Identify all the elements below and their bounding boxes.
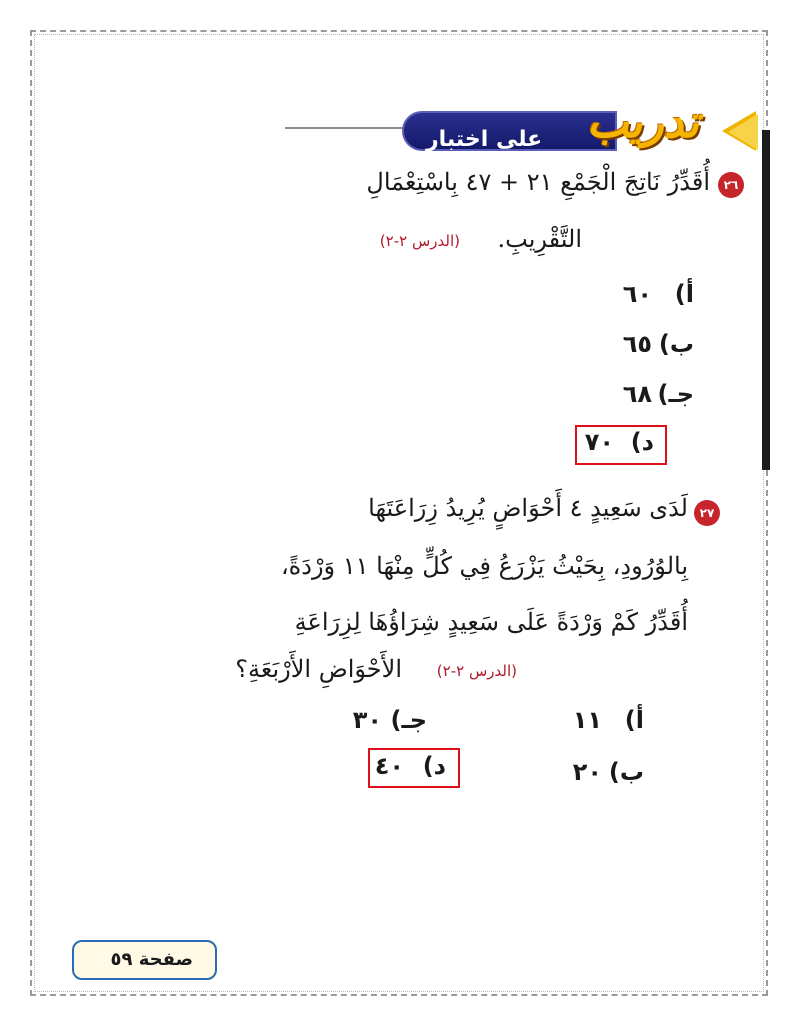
- option-label: جـ): [390, 706, 427, 734]
- option-value: ٦٠: [622, 280, 652, 308]
- option-value: ٦٥: [622, 330, 652, 358]
- option-value: ٧٠: [584, 428, 614, 456]
- question-26-line-1: أُقَدِّرُ نَاتِجَ الْجَمْعِ ٢١ + ٤٧ بِاسْتِعْمَالِ: [366, 168, 710, 196]
- page-number-label: صفحة ٥٩: [110, 949, 193, 970]
- banner-title: تدريب: [587, 97, 700, 148]
- option-label: ب): [658, 330, 694, 358]
- option-value: ٤٠: [374, 752, 404, 780]
- question-26-line-2: التَّقْرِيبِ.: [497, 225, 582, 253]
- question-27-line-2: بِالوُرُودِ، بِحَيْثُ يَزْرَعُ فِي كُلٍّ مِنْهَا ١١ وَرْدَةً،: [280, 552, 688, 580]
- question-number-badge: ٢٦: [718, 172, 744, 198]
- option-value: ٢٠: [572, 758, 602, 786]
- option-label: د): [422, 752, 446, 780]
- banner-pill: [402, 111, 617, 151]
- question-27-line-4: الأَحْوَاضِ الأَرْبَعَةِ؟: [235, 655, 402, 683]
- question-27-line-1: لَدَى سَعِيدٍ ٤ أَحْوَاضٍ يُرِيدُ زِرَاعَتَهَا: [368, 494, 688, 522]
- option-value: ٦٨: [622, 380, 652, 408]
- option-label: د): [630, 428, 654, 456]
- question-number-badge: ٢٧: [694, 500, 720, 526]
- option-label: أ): [624, 706, 644, 734]
- option-value: ٣٠: [352, 706, 382, 734]
- practice-banner: [402, 97, 772, 163]
- option-label: ب): [608, 758, 644, 786]
- question-26-lesson-ref: (الدرس ٢-٢): [379, 232, 460, 250]
- option-value: ١١: [572, 706, 602, 734]
- page-number-tag: [72, 940, 217, 980]
- side-bar: [762, 130, 770, 470]
- banner-label: على اختبار: [426, 127, 543, 152]
- option-label: أ): [674, 280, 694, 308]
- question-27-line-3: أُقَدِّرُ كَمْ وَرْدَةً عَلَى سَعِيدٍ شِرَاؤُهَا لِزِرَاعَةِ: [294, 608, 688, 636]
- option-label: جـ): [657, 380, 694, 408]
- banner-arrow-highlight: [728, 114, 758, 150]
- question-27-lesson-ref: (الدرس ٢-٢): [436, 662, 517, 680]
- banner-rule: [285, 127, 405, 129]
